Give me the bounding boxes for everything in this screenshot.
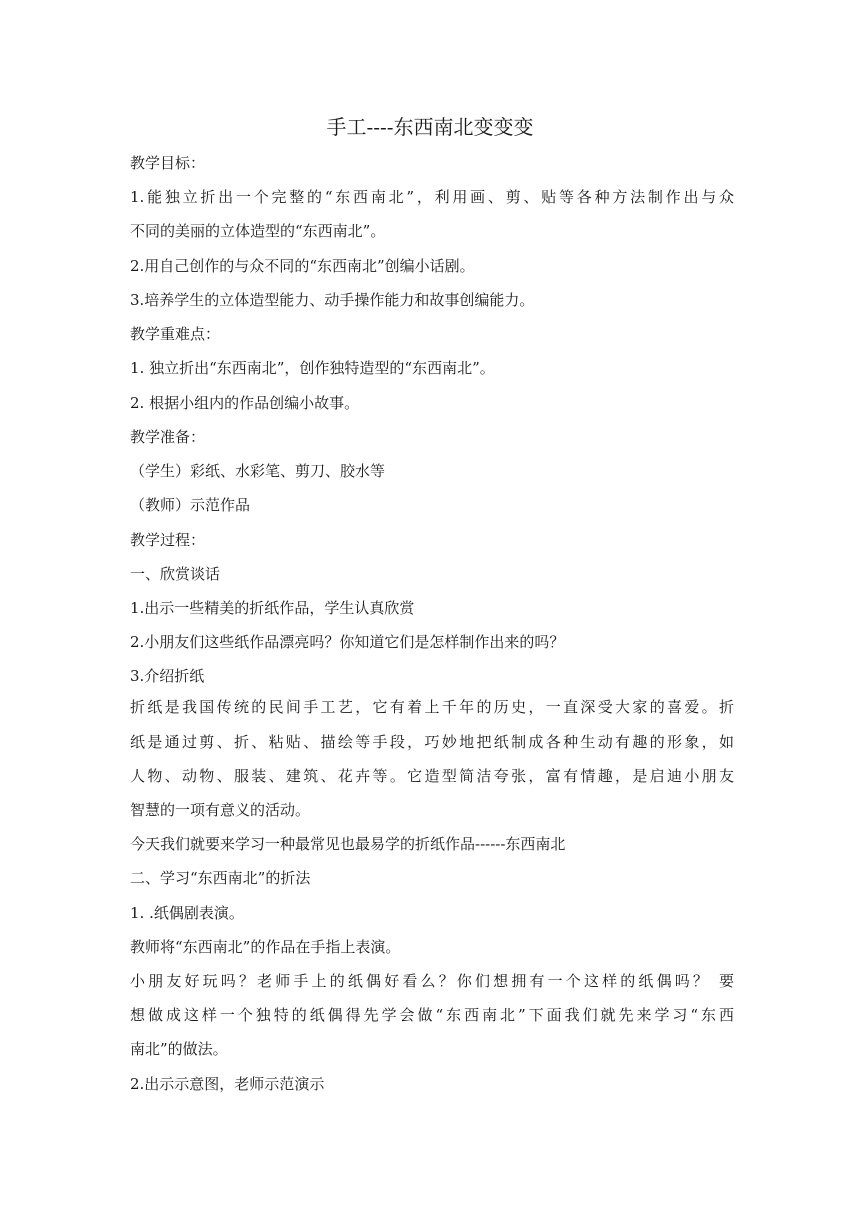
paragraph-line: 2. 根据小组内的作品创编小故事。 (130, 394, 360, 412)
paragraph-line: 1. 独立折出“东西南北”，创作独特造型的“东西南北”。 (130, 359, 495, 377)
paragraph-line: 南北”的做法。 (130, 1040, 228, 1058)
paragraph-line: 人物、动物、服装、建筑、花卉等。它造型简洁夸张，富有情趣，是启迪小朋友 (130, 767, 734, 785)
paragraph-line: 想做成这样一个独特的纸偶得先学会做“东西南北”下面我们就先来学习“东西 (130, 1006, 734, 1024)
paragraph-line: 不同的美丽的立体造型的“东西南北”。 (130, 222, 386, 240)
paragraph-line: （教师）示范作品 (130, 496, 251, 514)
paragraph-line: 智慧的一项有意义的活动。 (130, 801, 311, 819)
paragraph-line: 教师将“东西南北”的作品在手指上表演。 (130, 938, 401, 956)
heading-key-points: 教学重难点： (130, 325, 221, 343)
heading-preparation: 教学准备： (130, 428, 206, 446)
section-heading: 一、欣赏谈话 (130, 565, 221, 583)
paragraph-line: 2.小朋友们这些纸作品漂亮吗？你知道它们是怎样制作出来的吗？ (130, 633, 565, 651)
document-title: 手工----东西南北变变变 (326, 115, 534, 139)
paragraph-line: 1. .纸偶剧表演。 (130, 904, 244, 922)
paragraph-line: 1.能独立折出一个完整的“东西南北”，利用画、剪、贴等各种方法制作出与众 (130, 188, 734, 206)
paragraph-line: 2.用自己创作的与众不同的“东西南北”创编小话剧。 (130, 257, 475, 275)
paragraph-line: 3.介绍折纸 (130, 667, 205, 685)
paragraph-line: 纸是通过剪、折、粘贴、描绘等手段，巧妙地把纸制成各种生动有趣的形象，如 (130, 733, 734, 751)
heading-teaching-goals: 教学目标： (130, 154, 206, 172)
paragraph-line: 折纸是我国传统的民间手工艺，它有着上千年的历史，一直深受大家的喜爱。折 (130, 698, 734, 716)
paragraph-line: 1.出示一些精美的折纸作品，学生认真欣赏 (130, 599, 415, 617)
paragraph-line: 小朋友好玩吗？老师手上的纸偶好看么？你们想拥有一个这样的纸偶吗？ 要 (130, 972, 734, 990)
heading-process: 教学过程： (130, 531, 206, 549)
paragraph-line: 今天我们就要来学习一种最常见也最易学的折纸作品------东西南北 (130, 835, 566, 853)
paragraph-line: （学生）彩纸、水彩笔、剪刀、胶水等 (130, 462, 386, 480)
paragraph-line: 2.出示示意图，老师示范演示 (130, 1075, 325, 1093)
paragraph-line: 3.培养学生的立体造型能力、动手操作能力和故事创编能力。 (130, 291, 535, 309)
section-heading: 二、学习“东西南北”的折法 (130, 869, 311, 887)
